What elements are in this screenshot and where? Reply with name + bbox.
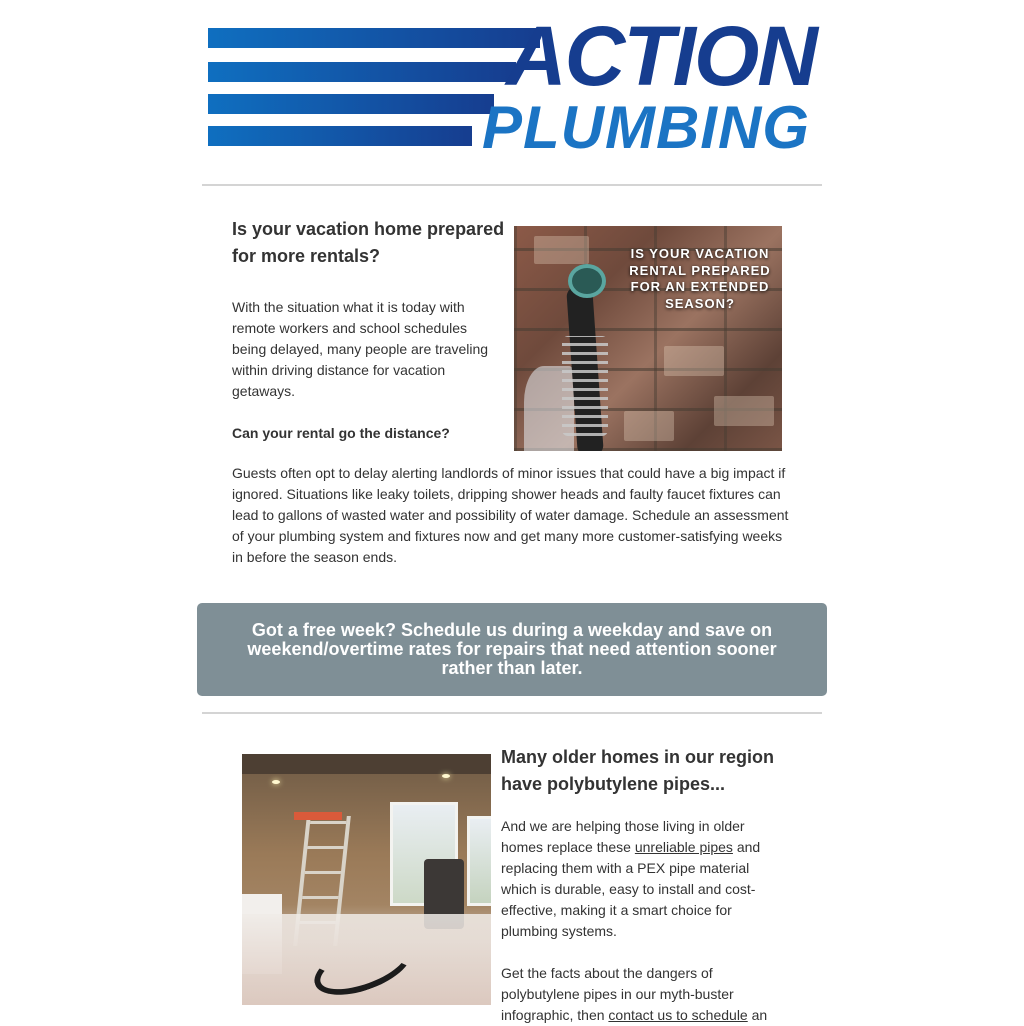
- logo-word-plumbing: PLUMBING: [482, 94, 810, 161]
- section2-p2-text: Get the facts about the dangers of polybutylene pipes in our myth-buster infographic, then: [501, 965, 734, 1023]
- section1-paragraph-1: With the situation what it is today with remote workers and school schedules being delayed, many people are traveling within driving distance for vacation getaways.: [232, 299, 489, 399]
- spigot-icon: [568, 264, 606, 298]
- contact-us-link[interactable]: contact us to schedule: [608, 1007, 748, 1023]
- divider: [202, 184, 822, 186]
- section2-heading: Many older homes in our region have polybutylene pipes...: [501, 747, 775, 794]
- image-caption: IS YOUR VACATION RENTAL PREPARED FOR AN EXTENDED SEASON?: [629, 246, 771, 311]
- logo-stripe: [208, 62, 516, 82]
- promo-banner-text: Got a free week? Schedule us during a weekday and save on weekend/overtime rates for repairs that need attention sooner rather than later.: [247, 620, 777, 678]
- window: [467, 816, 491, 906]
- hose-spring: [562, 336, 608, 436]
- logo-word-action: ACTION: [506, 9, 816, 103]
- renovation-room-image: [242, 754, 491, 1005]
- section2-p2-text: an: [747, 1007, 768, 1023]
- vacation-rental-image: [514, 226, 782, 451]
- divider: [202, 712, 822, 714]
- section1-heading: Is your vacation home prepared for more rentals?: [232, 219, 505, 266]
- section1-paragraph-2: Guests often opt to delay alerting landlords of minor issues that could have a big impact if ignored. Situations like leaky toilets, dripping shower heads and faulty faucet fixtures can lead to gallons of wasted water and possibility of water damage. Schedule an assessment of your plumbing system and fixtures now and get many more customer-satisfying weeks in before the season ends.: [232, 465, 789, 565]
- section2-p1-text: And we are helping those living in older homes replace these: [501, 818, 745, 855]
- unreliable-pipes-link[interactable]: unreliable pipes: [634, 839, 733, 855]
- logo-stripe: [208, 28, 540, 48]
- logo-stripe: [208, 126, 472, 146]
- logo-stripe: [208, 94, 494, 114]
- promo-banner: [197, 603, 827, 696]
- section2-paragraph-2: [501, 963, 781, 1026]
- brand-logo[interactable]: [200, 9, 824, 161]
- section1-subheading-text: Can your rental go the distance?: [232, 425, 450, 441]
- section2-p1-text: and replacing them with a PEX pipe material which is durable, easy to install and cost-effective, making it a smart choice for plumbing systems.: [501, 839, 761, 939]
- section1-subheading: [232, 423, 502, 444]
- section2-paragraph-1: [501, 816, 776, 942]
